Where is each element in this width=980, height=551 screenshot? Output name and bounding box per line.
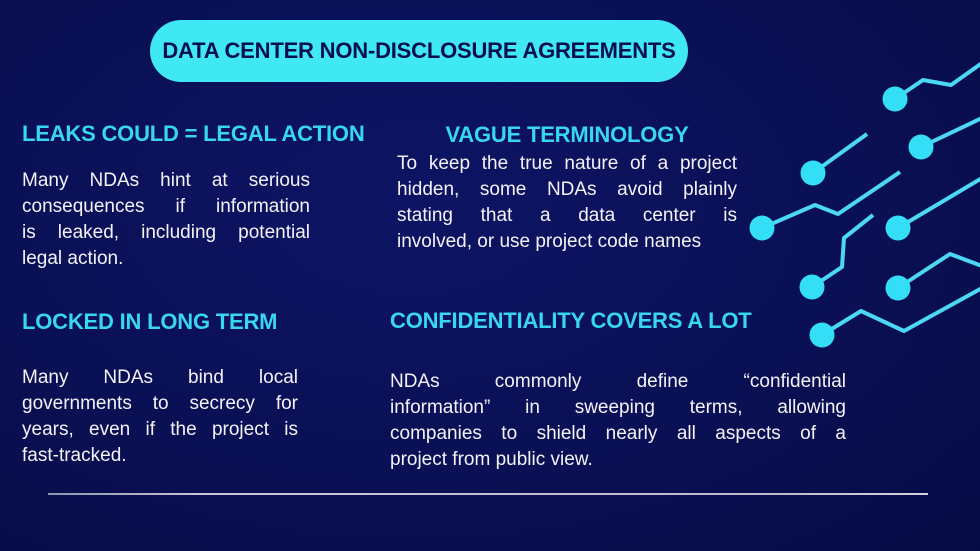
circuit-node-icon bbox=[810, 323, 835, 348]
title-banner bbox=[150, 20, 688, 82]
text-line: To keep the true nature of a project bbox=[397, 153, 737, 174]
text-line: hidden, some NDAs avoid plainly bbox=[397, 179, 737, 200]
text-line: is leaked, including potential bbox=[22, 222, 310, 243]
circuit-node-icon bbox=[909, 135, 934, 160]
bottom-divider bbox=[48, 493, 928, 495]
text-line: stating that a data center is bbox=[397, 205, 737, 226]
text-line: legal action. bbox=[22, 248, 124, 269]
circuit-node-icon bbox=[801, 161, 826, 186]
circuit-node-icon bbox=[883, 87, 908, 112]
section-heading-locked-in-long-term: LOCKED IN LONG TERM bbox=[22, 309, 278, 334]
circuit-trace bbox=[762, 172, 900, 228]
circuit-trace bbox=[898, 254, 980, 288]
text-line: Many NDAs hint at serious bbox=[22, 170, 310, 191]
circuit-decoration bbox=[730, 30, 980, 360]
text-line: consequences if information bbox=[22, 196, 310, 217]
text-line: years, even if the project is bbox=[22, 419, 298, 440]
paragraph-vague-terminology bbox=[397, 151, 737, 255]
circuit-node-icon bbox=[800, 275, 825, 300]
text-line: companies to shield nearly all aspects of a bbox=[390, 423, 846, 444]
circuit-trace bbox=[812, 215, 873, 287]
circuit-trace bbox=[898, 178, 980, 228]
circuit-node-icon bbox=[886, 276, 911, 301]
section-heading-vague-terminology: VAGUE TERMINOLOGY bbox=[445, 122, 689, 147]
circuit-node-icon bbox=[750, 216, 775, 241]
text-line: Many NDAs bind local bbox=[22, 367, 298, 388]
text-line: information” in sweeping terms, allowing bbox=[390, 397, 846, 418]
circuit-trace bbox=[895, 63, 980, 99]
text-line: NDAs commonly define “confidential bbox=[390, 371, 846, 392]
paragraph-leaks-legal-action bbox=[22, 168, 310, 272]
section-heading-confidentiality-covers: CONFIDENTIALITY COVERS A LOT bbox=[390, 308, 752, 333]
text-line: project from public view. bbox=[390, 449, 593, 470]
paragraph-confidentiality-covers bbox=[390, 369, 846, 473]
paragraph-locked-in-long-term bbox=[22, 365, 298, 469]
page-title: DATA CENTER NON-DISCLOSURE AGREEMENTS bbox=[162, 38, 676, 63]
section-heading-leaks-legal-action: LEAKS COULD = LEGAL ACTION bbox=[22, 121, 365, 146]
circuit-node-icon bbox=[886, 216, 911, 241]
text-line: involved, or use project code names bbox=[397, 231, 702, 252]
text-line: fast-tracked. bbox=[22, 445, 127, 466]
text-line: governments to secrecy for bbox=[22, 393, 298, 414]
